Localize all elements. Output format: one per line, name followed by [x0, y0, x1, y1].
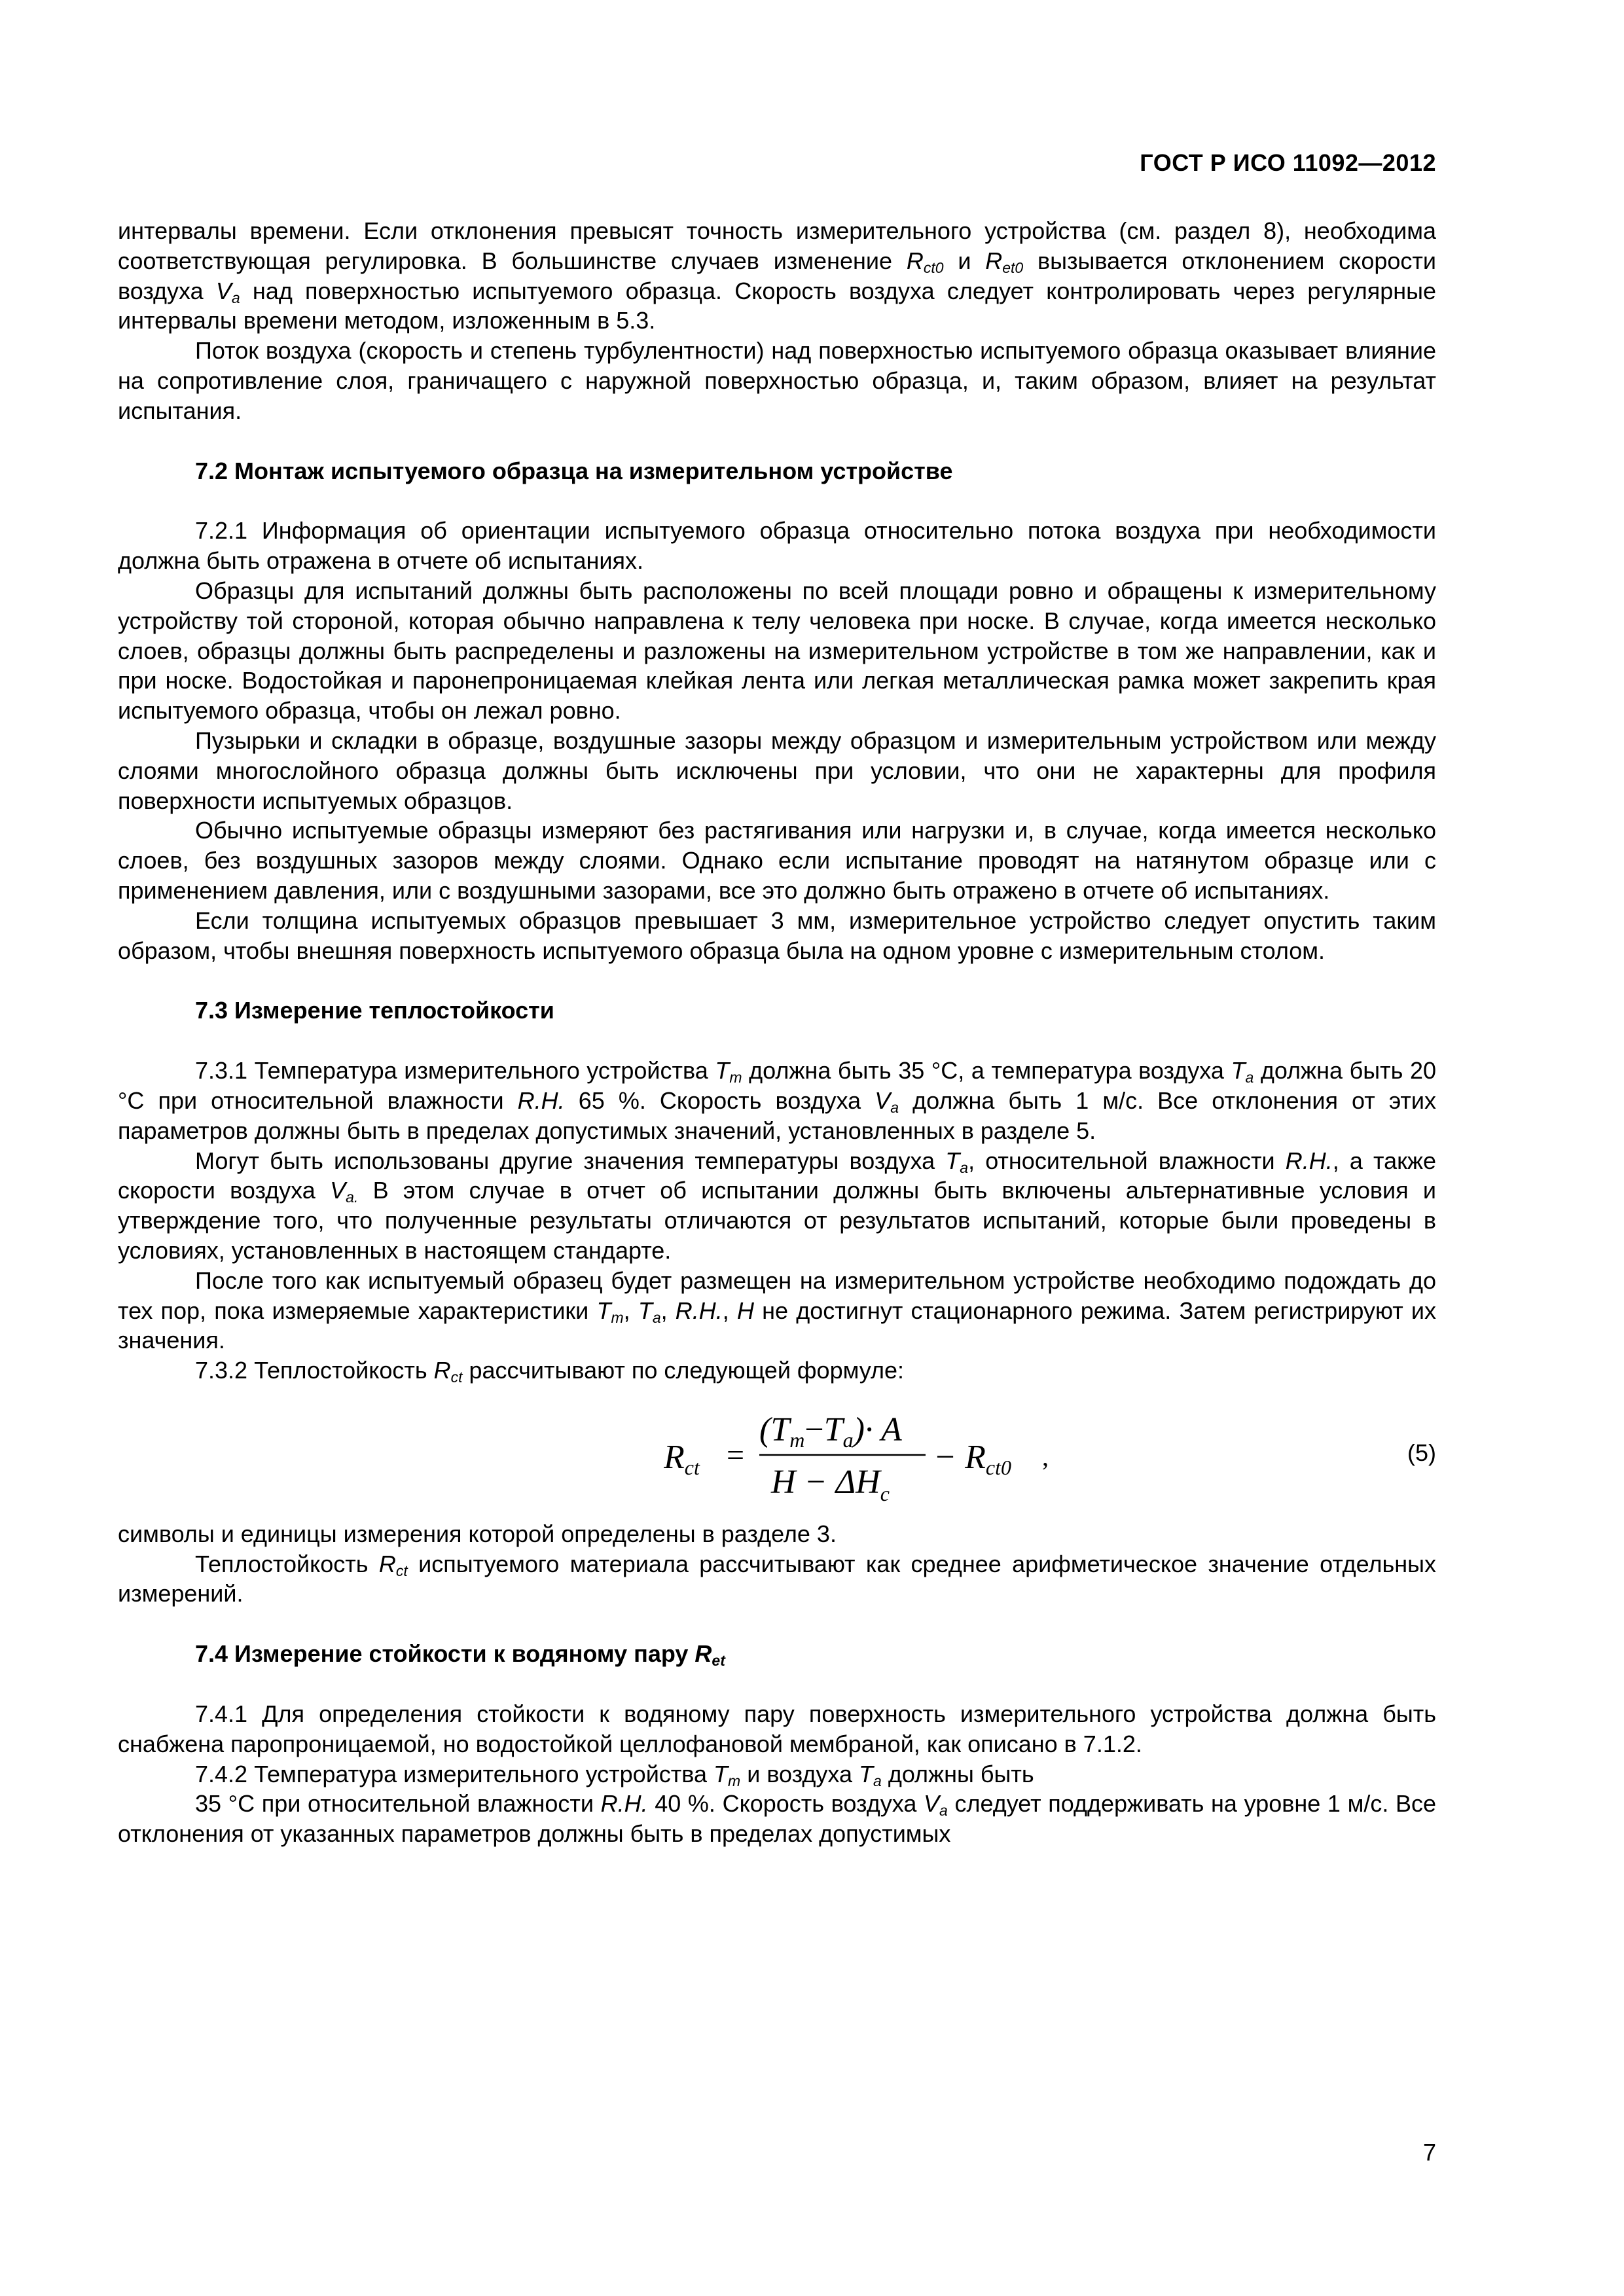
formula-denominator: $H - \Delta H_c$	[771, 1463, 890, 1505]
paragraph: 7.2.1 Информация об ориентации испытуемого образца относительно потока воздуха при необходимости должна быть отражена в отчете об испытаниях.	[118, 517, 1436, 575]
formula-comma: ,	[1042, 1441, 1049, 1471]
formula-5	[118, 1400, 1436, 1510]
paragraph: Теплостойкость $R_{ct}$ испытуемого материала рассчитывают как среднее арифметическое значение отдельных измерений.	[118, 1550, 1436, 1607]
paragraph: Если толщина испытуемых образцов превышает 3 мм, измерительное устройство следует опустить таким образом, чтобы внешняя поверхность испытуемого образца была на одном уровне с измерительным столом.	[118, 906, 1436, 964]
formula-rct	[664, 1400, 1122, 1510]
paragraph: интервалы времени. Если отклонения превысят точность измерительного устройства (см. раздел 8), необходима соответствующая регулировка. В большинстве случаев изменение $R_{ct0}$ и $R_{et0}$ вызывается отклонением скорости воздуха $V_a$ над поверхностью испытуемого образца. Скорость воздуха следует контролировать через регулярные интервалы времени методом, изложенным в 5.3.	[118, 217, 1437, 334]
paragraph: 7.4.1 Для определения стойкости к водяному пару поверхность измерительного устройства должна быть снабжена паропроницаемой, но водостойкой целлофановой мембраной, как описано в 7.1.2.	[118, 1700, 1436, 1757]
formula-equals: =	[727, 1437, 745, 1473]
paragraph: После того как испытуемый образец будет размещен на измерительном устройстве необходимо подождать до тех пор, пока измеряемые характеристики $T_m$, $T_a$, R.H., H не достигнут стационарного режима. Затем регистрируют их значения.	[118, 1266, 1436, 1354]
document-header: ГОСТ Р ИСО 11092—2012	[1140, 149, 1436, 176]
section-heading-7-2: 7.2 Монтаж испытуемого образца на измерительном устройстве	[195, 457, 953, 484]
paragraph: 7.4.2 Температура измерительного устройства $T_m$ и воздуха $T_a$ должны быть	[195, 1760, 1034, 1789]
paragraph: 35 °С при относительной влажности R.H. 40 %. Скорость воздуха $V_a$ следует поддерживать на уровне 1 м/с. Все отклонения от указанных параметров должны быть в пределах допустимых	[118, 1790, 1436, 1848]
paragraph: 7.3.1 Температура измерительного устройства $T_m$ должна быть 35 °С, а температура воздуха $T_a$ должна быть 20 °С при относительной влажности R.H. 65 %. Скорость воздуха $V_a$ должна быть 1 м/с. Все отклонения от этих параметров должны быть в пределах допустимых значений, установленных в разделе 5.	[118, 1057, 1437, 1144]
paragraph: Образцы для испытаний должны быть расположены по всей площади ровно и обращены к измерительному устройству той стороной, которая обычно направлена к телу человека при носке. В случае, когда имеется несколько слоев, образцы должны быть распределены и разложены на измерительном устройстве в том же направлении, как и при носке. Водостойкая и паронепроницаемая клейкая лента или легкая металлическая рамка может закрепить края испытуемого образца, чтобы он лежал ровно.	[118, 577, 1436, 725]
section-heading-7-4: 7.4 Измерение стойкости к водяному пару $R_{et}$	[195, 1640, 725, 1670]
equation-number: (5)	[1407, 1439, 1436, 1466]
paragraph: Могут быть использованы другие значения температуры воздуха $T_a$, относительной влажности R.H., а также скорости воздуха $V_{a.}$ В этом случае в отчет об испытании должны быть включены альтернативные условия и утверждение того, что полученные результаты отличаются от результатов испытаний, которые были проведены в условиях, установленных в настоящем стандарте.	[118, 1147, 1436, 1264]
formula-rhs: − Rct0	[933, 1438, 1011, 1479]
body-text	[118, 216, 1436, 1849]
paragraph: Поток воздуха (скорость и степень турбулентности) над поверхностью испытуемого образца оказывает влияние на сопротивление слоя, граничащего с наружной поверхностью образца, и, таким образом, влияет на результат испытания.	[118, 337, 1436, 424]
paragraph: Обычно испытуемые образцы измеряют без растягивания или нагрузки и, в случае, когда имеется несколько слоев, без воздушных зазоров между слоями. Однако если испытание проводят на натянутом образце или с применением давления, или с воздушными зазорами, все это должно быть отражено в отчете об испытаниях.	[118, 817, 1436, 904]
formula-lhs: Rct	[664, 1438, 700, 1479]
page-number: 7	[1422, 2139, 1436, 2166]
paragraph: Пузырьки и складки в образце, воздушные зазоры между образцом и измерительным устройством или между слоями многослойного образца должны быть исключены при условии, что они не характерны для профиля поверхности испытуемых образцов.	[118, 726, 1436, 814]
paragraph: 7.3.2 Теплостойкость $R_{ct}$ рассчитывают по следующей формуле:	[195, 1357, 904, 1386]
section-heading-7-3: 7.3 Измерение теплостойкости	[195, 997, 554, 1024]
paragraph: символы и единицы измерения которой определены в разделе 3.	[118, 1520, 837, 1547]
formula-numerator: (Tm−Ta)· A	[759, 1410, 902, 1452]
